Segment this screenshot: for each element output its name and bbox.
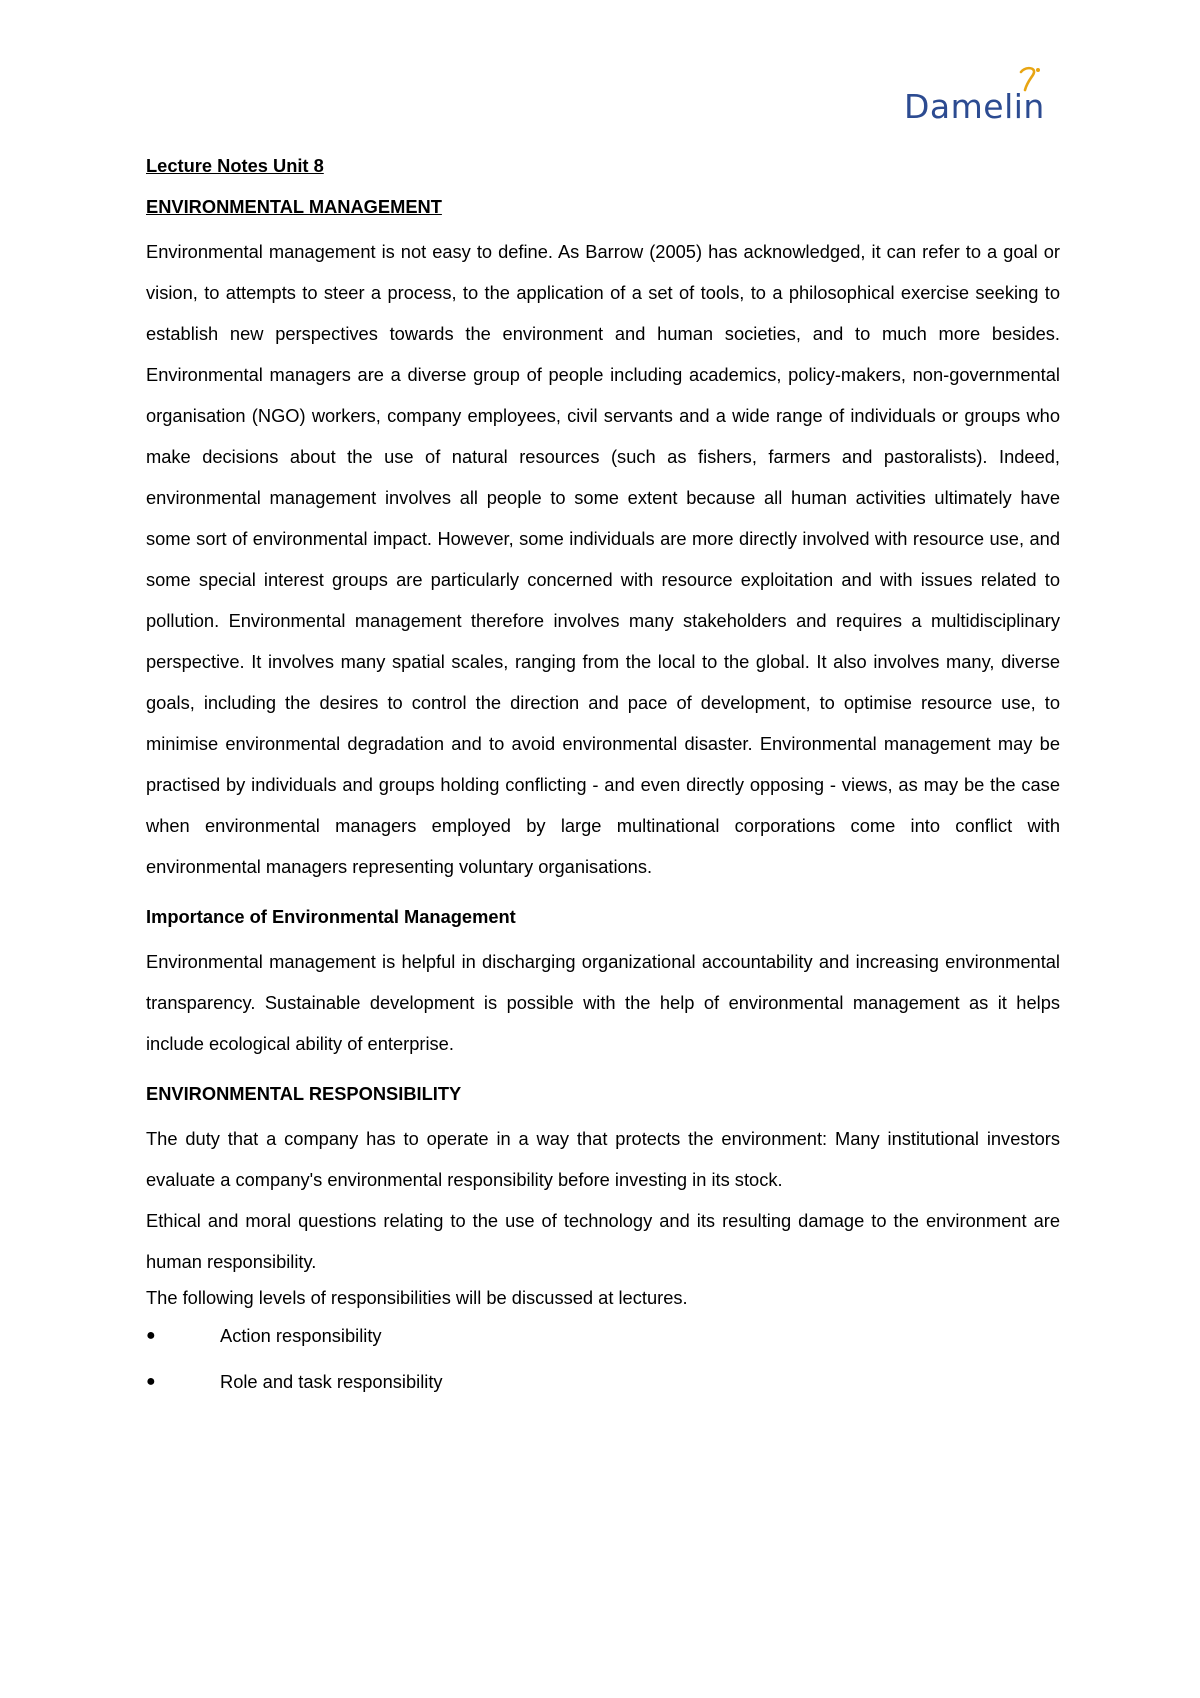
responsibility-levels-list xyxy=(146,1313,1060,1405)
page-title: Lecture Notes Unit 8 xyxy=(146,155,324,176)
section-heading-environmental-responsibility: ENVIRONMENTAL RESPONSIBILITY xyxy=(146,1083,462,1104)
paragraph-importance: Environmental management is helpful in discharging organizational accountability and increasing environmental transparency. Sustainable development is possible with the help of environmental management as it helps include ecological ability of enterprise. xyxy=(146,951,1060,1054)
logo-text: Damelin xyxy=(904,87,1045,126)
paragraph-company-duty: The duty that a company has to operate in a way that protects the environment: Many institutional investors evaluate a company's environmental responsibility before investing in its stock. xyxy=(146,1128,1060,1190)
document-body xyxy=(146,150,1060,1405)
paragraph-ethical-questions: Ethical and moral questions relating to the use of technology and its resulting damage to the environment are human responsibility. xyxy=(146,1210,1060,1272)
list-item xyxy=(146,1359,1060,1405)
list-item xyxy=(146,1313,1060,1359)
list-item-label: Action responsibility xyxy=(220,1325,382,1346)
bullet-icon: ● xyxy=(146,1327,156,1344)
damelin-logo xyxy=(904,66,1070,128)
section-heading-importance: Importance of Environmental Management xyxy=(146,906,516,927)
section-heading-environmental-management: ENVIRONMENTAL MANAGEMENT xyxy=(146,196,442,217)
bullet-icon: ● xyxy=(146,1373,156,1390)
list-item-label: Role and task responsibility xyxy=(220,1371,443,1392)
paragraph-environmental-management: Environmental management is not easy to define. As Barrow (2005) has acknowledged, it can refer to a goal or vision, to attempts to steer a process, to the application of a set of tools, to a philosophical exercise seeking to establish new perspectives towards the environment and human societies, and to much more besides. Environmental managers are a diverse group of people including academics, policy-makers, non-governmental organisation (NGO) workers, company employees, civil servants and a wide range of individuals or groups who make decisions about the use of natural resources (such as fishers, farmers and pastoralists). Indeed, environmental management involves all people to some extent because all human activities ultimately have some sort of environmental impact. However, some individuals are more directly involved with resource use, and some special interest groups are particularly concerned with resource exploitation and with issues related to pollution. Environmental management therefore involves many stakeholders and requires a multidisciplinary perspective. It involves many spatial scales, ranging from the local to the global. It also involves many, diverse goals, including the desires to control the direction and pace of development, to optimise resource use, to minimise environmental degradation and to avoid environmental disaster. Environmental management may be practised by individuals and groups holding conflicting - and even directly opposing - views, as may be the case when environmental managers employed by large multinational corporations come into conflict with environmental managers representing voluntary organisations. xyxy=(146,241,1060,877)
paragraph-levels-intro: The following levels of responsibilities will be discussed at lectures. xyxy=(146,1287,688,1308)
